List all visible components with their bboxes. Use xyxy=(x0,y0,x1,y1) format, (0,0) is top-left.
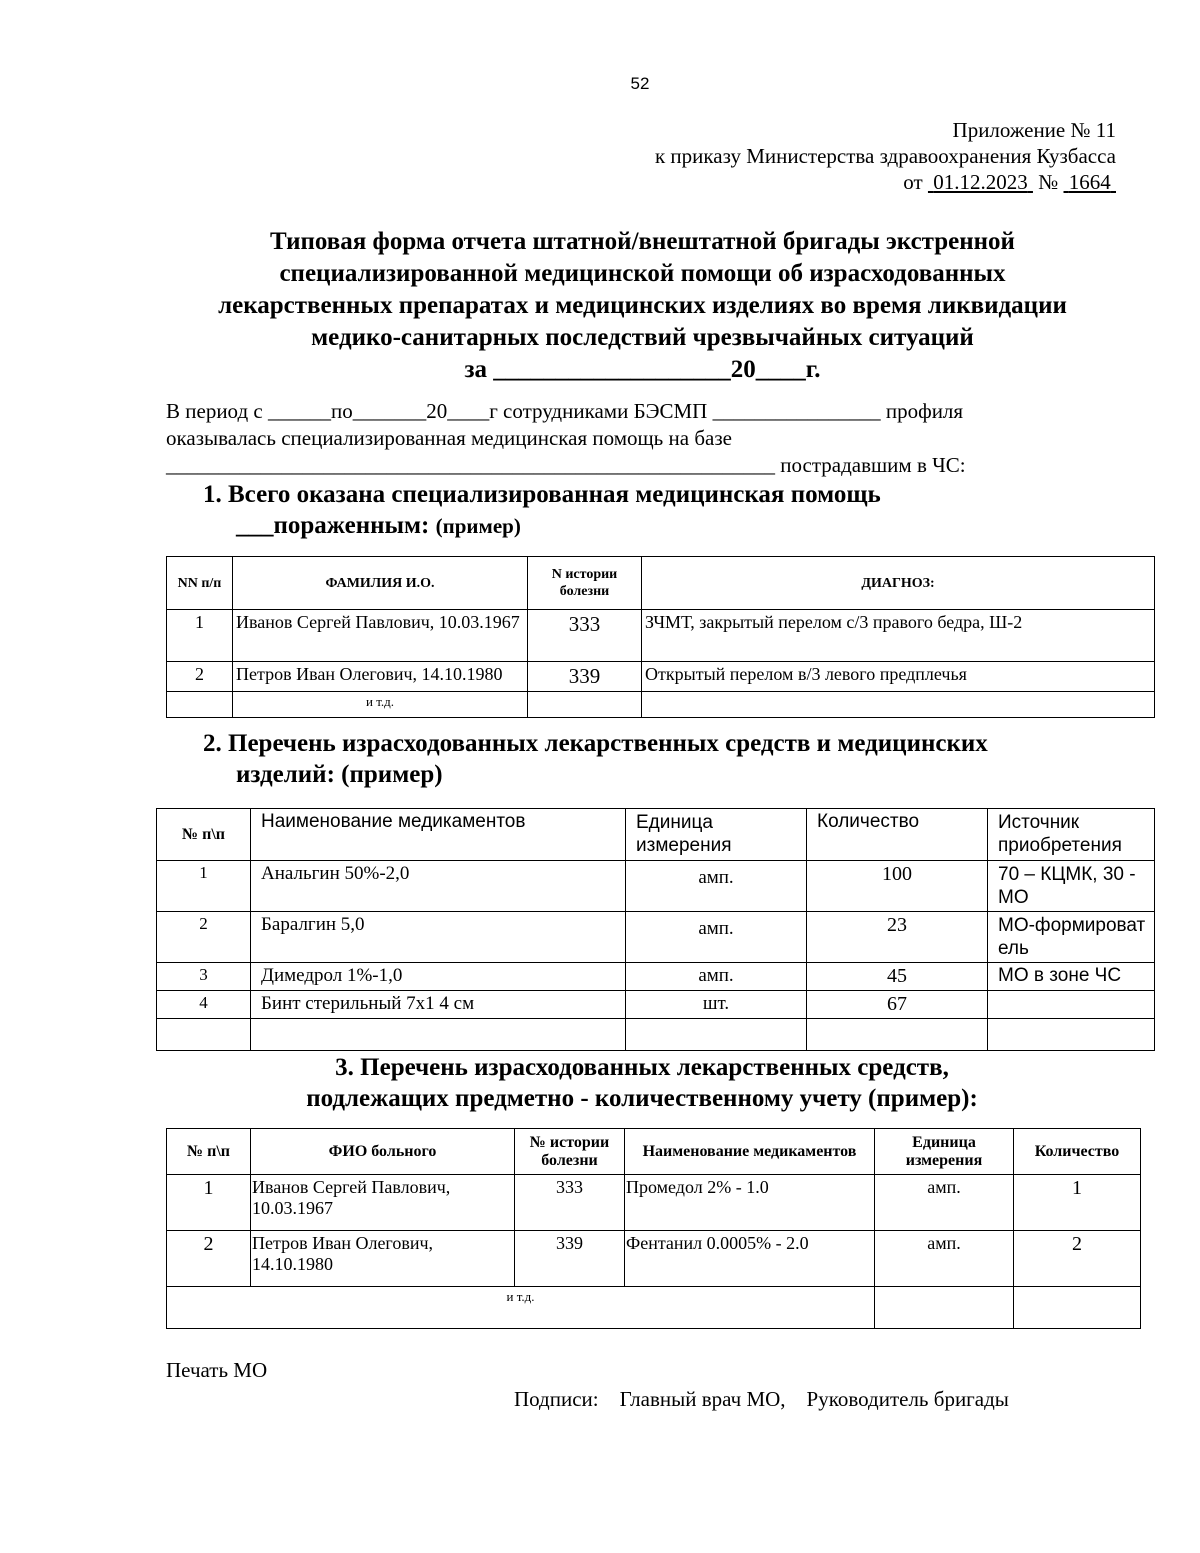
col-header: № п\п xyxy=(167,1129,251,1175)
table-row xyxy=(157,1019,1155,1051)
form-title xyxy=(150,226,1135,386)
table-row: 2 Петров Иван Олегович, 14.10.1980 339 Фентанил 0.0005% - 2.0 амп. 2 xyxy=(167,1231,1141,1287)
col-header: ФИО больного xyxy=(251,1129,515,1175)
table-row xyxy=(167,1287,1141,1329)
col-header: NN п/п xyxy=(167,557,233,610)
col-header: № истории болезни xyxy=(515,1129,625,1175)
col-header: Количество xyxy=(807,809,988,861)
appendix-date: 01.12.2023 xyxy=(933,170,1028,194)
etc-label: и т.д. xyxy=(233,692,528,718)
title-line: лекарственных препаратах и медицинских изделиях во время ликвидации xyxy=(218,292,1067,319)
intro-line: В период с ______по_______20____г сотрудниками БЭСМП ________________ профиля xyxy=(166,399,964,423)
title-line: Типовая форма отчета штатной/внештатной бригады экстренной xyxy=(270,228,1015,255)
section2-heading: 2. Перечень израсходованных лекарственных средств и медицинских изделий: (пример) xyxy=(203,730,988,788)
appendix-date-line xyxy=(655,169,1116,195)
table-row: 4 Бинт стерильный 7х1 4 см шт. 67 xyxy=(157,991,1155,1019)
col-header: № п\п xyxy=(157,809,251,861)
title-period-line: за ___________________20____г. xyxy=(464,356,821,383)
intro-paragraph xyxy=(166,398,1066,479)
appendix-title: Приложение № 11 xyxy=(952,118,1116,142)
patients-table xyxy=(166,556,1155,718)
intro-line: __________________________________________________________ пострадавшим в ЧС: xyxy=(166,453,966,477)
col-header: Количество xyxy=(1014,1129,1141,1175)
table-row: 1 Иванов Сергей Павлович, 10.03.1967 333 Промедол 2% - 1.0 амп. 1 xyxy=(167,1175,1141,1231)
col-header: N истории болезни xyxy=(528,557,642,610)
table-header-row xyxy=(167,557,1155,610)
col-header: ДИАГНОЗ: xyxy=(642,557,1155,610)
section1-heading: 1. Всего оказана специализированная медицинская помощь ___пораженным: (пример) xyxy=(203,481,881,539)
col-header: Источник приобретения xyxy=(988,809,1155,861)
appendix-from: от xyxy=(903,170,923,194)
appendix-order: к приказу Министерства здравоохранения Кузбасса xyxy=(654,144,1116,168)
table-row: 2 Петров Иван Олегович, 14.10.1980 339 Открытый перелом в/3 левого предплечья xyxy=(167,662,1155,692)
col-header: Единица измерения xyxy=(875,1129,1014,1175)
appendix-num-sign: № xyxy=(1038,170,1059,194)
stamp-label: Печать МО xyxy=(166,1358,268,1382)
col-header: Наименование медикаментов xyxy=(251,809,626,861)
page-number: 52 xyxy=(630,74,650,93)
table-row xyxy=(167,692,1155,718)
appendix-block xyxy=(655,117,1116,195)
table-header-row xyxy=(157,809,1155,861)
col-header: Единица измерения xyxy=(626,809,807,861)
medications-table xyxy=(156,808,1155,1051)
etc-label: и т.д. xyxy=(167,1287,875,1329)
table-row: 3 Димедрол 1%-1,0 амп. 45 МО в зоне ЧС xyxy=(157,963,1155,991)
table-row: 1 Иванов Сергей Павлович, 10.03.1967 333 ЗЧМТ, закрытый перелом с/3 правого бедра, Ш-2 xyxy=(167,610,1155,662)
section3-heading: 3. Перечень израсходованных лекарственных средств, подлежащих предметно - количественному учету (пример): xyxy=(306,1054,978,1112)
title-line: специализированной медицинской помощи об израсходованных xyxy=(279,260,1006,287)
table-header-row xyxy=(167,1129,1141,1175)
title-line: медико-санитарных последствий чрезвычайных ситуаций xyxy=(311,324,974,351)
col-header: Наименование медикаментов xyxy=(625,1129,875,1175)
controlled-drugs-table xyxy=(166,1128,1141,1329)
intro-line: оказывалась специализированная медицинская помощь на базе xyxy=(166,426,732,450)
appendix-number: 1664 xyxy=(1068,170,1111,194)
col-header: ФАМИЛИЯ И.О. xyxy=(233,557,528,610)
table-row: 2 Баралгин 5,0 амп. 23 МО-формирователь xyxy=(157,912,1155,963)
table-row: 1 Анальгин 50%-2,0 амп. 100 70 – КЦМК, 30 - МО xyxy=(157,861,1155,912)
signatures-line: Подписи: Главный врач МО, Руководитель бригады xyxy=(514,1387,1009,1411)
